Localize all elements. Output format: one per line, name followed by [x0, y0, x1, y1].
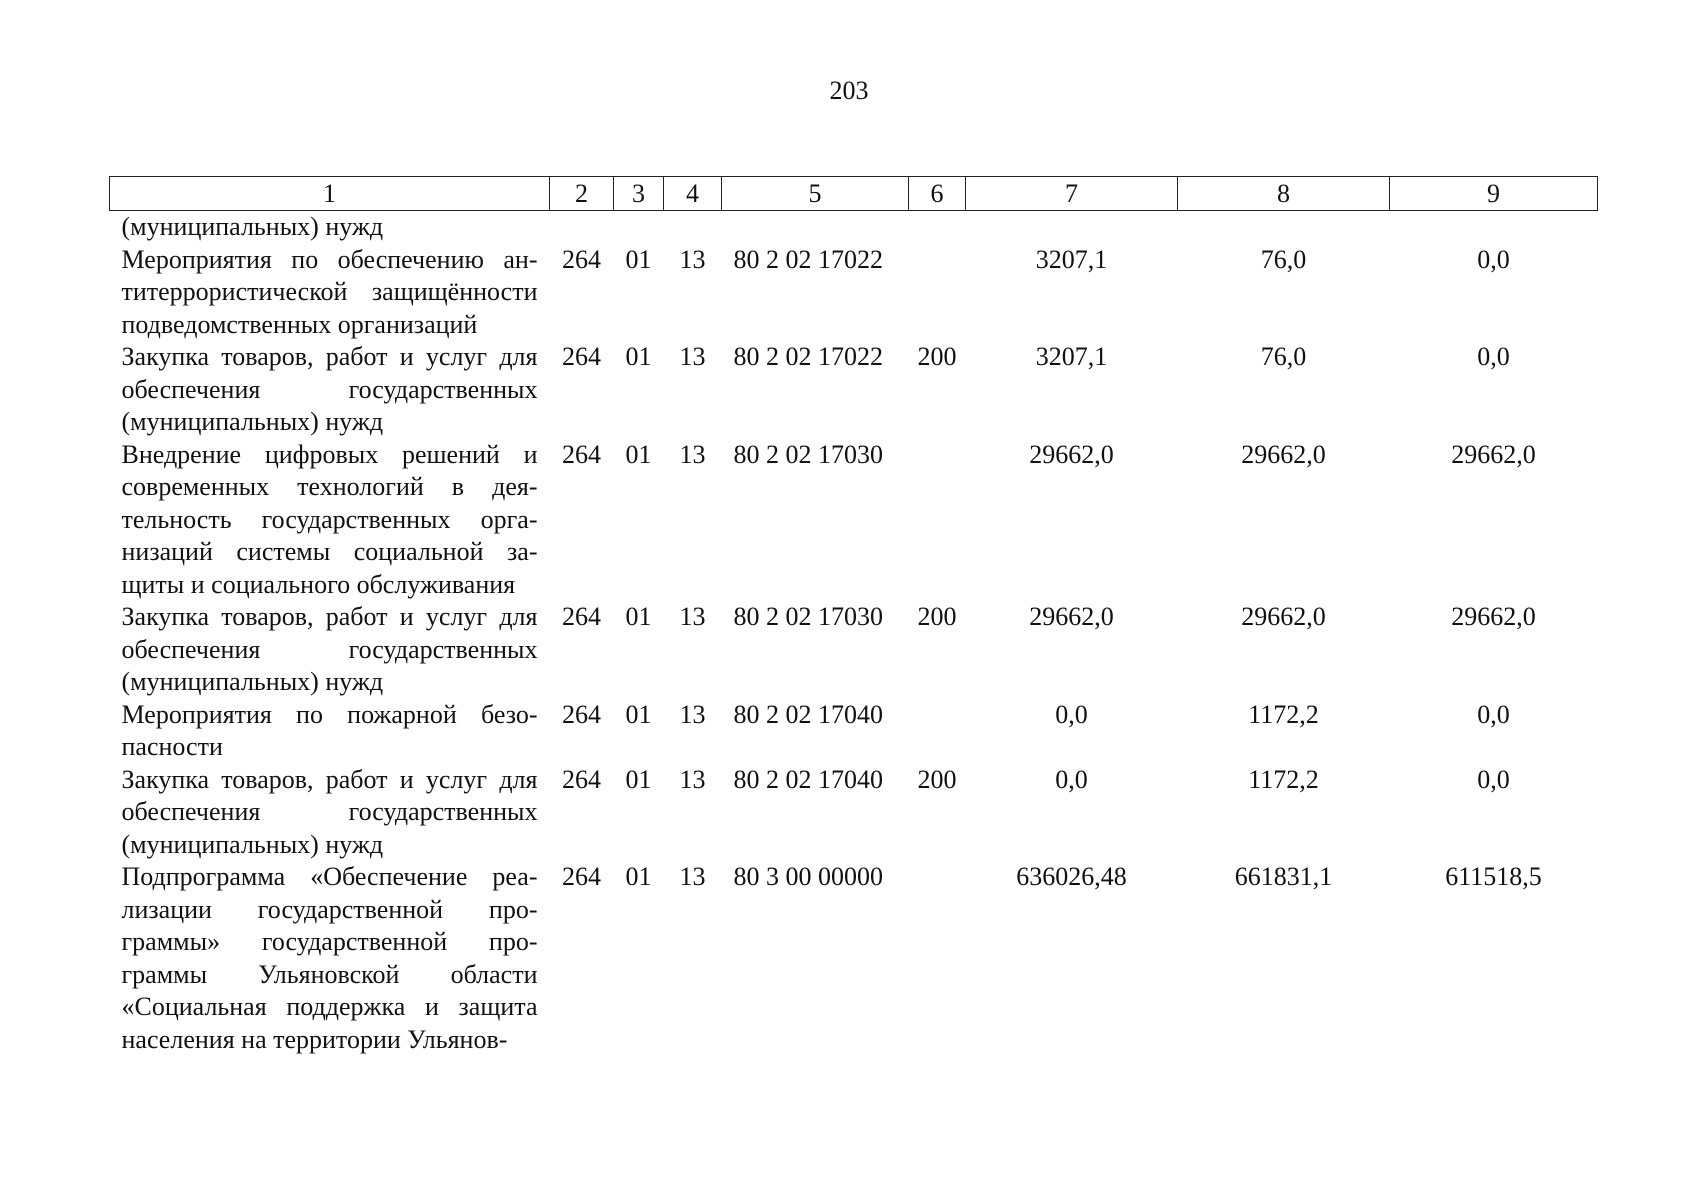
row-col-8: [1178, 211, 1390, 244]
row-col-2: 264: [562, 439, 601, 469]
row-col-6: [909, 244, 966, 342]
row-col-3: 01: [625, 439, 652, 469]
row-col-8: 1172,2: [1248, 764, 1319, 794]
row-col-8: 29662,0: [1241, 602, 1326, 631]
row-col-4: 13: [679, 439, 706, 469]
row-name: (муниципальных) нужд: [121, 212, 384, 241]
row-col-2: 264: [562, 862, 601, 891]
row-name: Закупка товаров, работ и услуг для обеспечения государственных (муниципальных) нужд: [121, 342, 538, 436]
row-col-6: 200: [917, 602, 957, 631]
row-col-8: 1172,2: [1248, 699, 1319, 729]
row-col-6: [909, 699, 966, 764]
row-col-4: 13: [679, 699, 706, 729]
header-cell-1: 1: [110, 177, 550, 211]
row-col-7: [966, 211, 1178, 244]
row-col-4: [664, 211, 722, 244]
row-col-6: [909, 439, 966, 602]
row-col-6: [909, 211, 966, 244]
header-cell-3: 3: [614, 177, 664, 211]
table-row: [110, 601, 1598, 699]
row-name: Закупка товаров, работ и услуг для обеспечения государственных (муниципальных) нужд: [121, 602, 538, 696]
row-col-9: 29662,0: [1451, 602, 1536, 631]
row-col-7: 3207,1: [1035, 342, 1108, 371]
row-col-5: [722, 211, 909, 244]
table-row: [110, 764, 1598, 862]
row-col-8: 661831,1: [1234, 862, 1333, 891]
row-col-5: 80 2 02 17022: [733, 244, 883, 274]
row-col-5: 80 2 02 17030: [733, 439, 883, 469]
row-col-9: 0,0: [1477, 244, 1510, 274]
row-col-9: 0,0: [1477, 764, 1510, 794]
row-col-4: 13: [679, 342, 706, 371]
row-col-2: 264: [562, 699, 601, 729]
row-col-4: 13: [679, 764, 706, 794]
table-row: [110, 211, 1598, 244]
row-col-2: 264: [562, 764, 601, 794]
row-col-9: [1390, 211, 1598, 244]
row-col-2: 264: [562, 244, 601, 274]
row-col-7: 29662,0: [1029, 439, 1114, 469]
row-name: Мероприятия по пожарной безопасности: [121, 699, 538, 761]
row-col-7: 3207,1: [1035, 244, 1108, 274]
header-cell-8: 8: [1178, 177, 1390, 211]
row-col-9: 0,0: [1477, 342, 1510, 371]
row-col-8: 76,0: [1260, 244, 1307, 274]
header-cell-2: 2: [550, 177, 614, 211]
row-name: Внедрение цифровых решений и современных технологий в деятельность государственных организаций системы социальной защиты и социального обслуживания: [121, 439, 538, 599]
row-col-5: 80 2 02 17030: [733, 602, 883, 631]
row-col-4: 13: [679, 862, 706, 891]
row-col-3: 01: [625, 764, 652, 794]
row-col-5: 80 3 00 00000: [733, 862, 883, 891]
row-col-7: 636026,48: [1016, 862, 1127, 891]
row-col-3: 01: [625, 244, 652, 274]
header-cell-7: 7: [966, 177, 1178, 211]
row-col-7: 29662,0: [1029, 602, 1114, 631]
row-col-5: 80 2 02 17040: [733, 699, 883, 729]
row-name: Подпрограмма «Обеспечение реализации государственной программы» государственной программы Ульяновской области «Социальная поддержка и защита населения на территории Ульянов-: [121, 862, 538, 1054]
table-header: [110, 177, 1598, 211]
row-col-6: [909, 861, 966, 1056]
row-col-8: 29662,0: [1241, 439, 1326, 469]
header-cell-5: 5: [722, 177, 909, 211]
row-col-3: 01: [625, 862, 652, 891]
table-body: [110, 211, 1598, 1057]
table-row: [110, 861, 1598, 1056]
table-row: [110, 341, 1598, 439]
row-col-8: 76,0: [1260, 342, 1307, 371]
row-col-4: 13: [679, 244, 706, 274]
table-row: [110, 439, 1598, 602]
row-col-9: 0,0: [1477, 699, 1510, 729]
row-col-7: 0,0: [1055, 764, 1088, 794]
row-col-7: 0,0: [1055, 699, 1088, 729]
row-col-3: 01: [625, 699, 652, 729]
header-cell-6: 6: [909, 177, 966, 211]
row-col-4: 13: [679, 602, 706, 631]
header-cell-9: 9: [1390, 177, 1598, 211]
row-col-3: 01: [625, 342, 652, 371]
table-row: [110, 244, 1598, 342]
row-name: Мероприятия по обеспечению антитеррористической защищённости подведомственных организаций: [121, 244, 538, 339]
row-col-9: 29662,0: [1451, 439, 1536, 469]
row-col-5: 80 2 02 17022: [733, 342, 883, 371]
row-col-3: 01: [625, 602, 652, 631]
table-row: [110, 699, 1598, 764]
row-name: Закупка товаров, работ и услуг для обеспечения государственных (муниципальных) нужд: [121, 764, 538, 859]
header-cell-4: 4: [664, 177, 722, 211]
header-row: [110, 177, 1598, 211]
row-col-2: 264: [562, 342, 601, 371]
budget-table: [109, 176, 1598, 1056]
row-col-9: 611518,5: [1445, 862, 1542, 891]
row-col-2: 264: [562, 602, 601, 631]
row-col-6: 200: [917, 764, 957, 794]
row-col-6: 200: [917, 342, 957, 371]
row-col-5: 80 2 02 17040: [733, 764, 883, 794]
page-number: 203: [829, 76, 869, 105]
row-col-3: [614, 211, 664, 244]
row-col-2: [550, 211, 614, 244]
